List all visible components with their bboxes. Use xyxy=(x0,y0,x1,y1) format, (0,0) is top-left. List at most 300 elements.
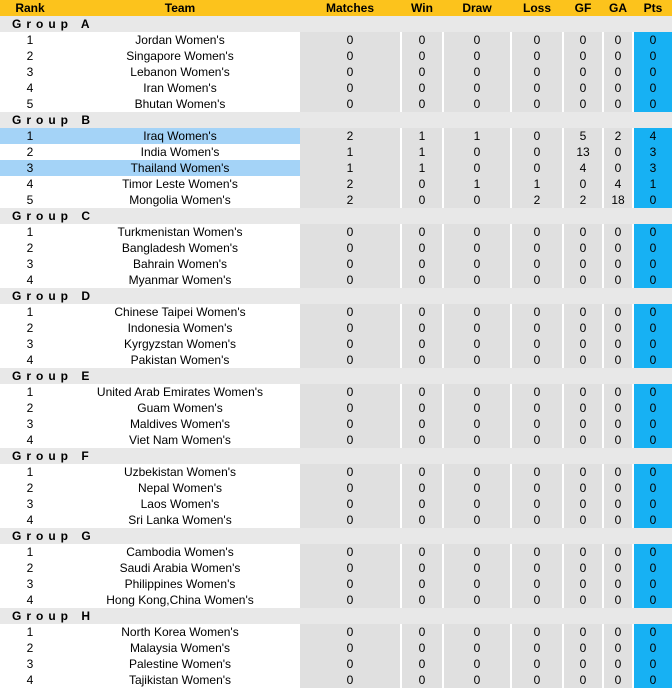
win-cell: 0 xyxy=(402,624,442,640)
matches-cell: 0 xyxy=(300,304,400,320)
ga-cell: 0 xyxy=(604,352,632,368)
draw-cell: 0 xyxy=(444,544,510,560)
rank-cell: 4 xyxy=(0,432,60,448)
pts-cell: 3 xyxy=(634,144,672,160)
table-row[interactable] xyxy=(0,224,672,240)
gf-cell: 0 xyxy=(564,352,602,368)
win-cell: 0 xyxy=(402,464,442,480)
team-name-link[interactable]: Lebanon Women's xyxy=(60,64,300,80)
win-cell: 0 xyxy=(402,656,442,672)
table-row[interactable] xyxy=(0,128,672,144)
gf-cell: 5 xyxy=(564,128,602,144)
table-row[interactable] xyxy=(0,320,672,336)
team-name-link[interactable]: Bhutan Women's xyxy=(60,96,300,112)
win-cell: 0 xyxy=(402,480,442,496)
team-name-link[interactable]: Chinese Taipei Women's xyxy=(60,304,300,320)
col-header-win[interactable]: Win xyxy=(402,0,442,16)
rank-cell: 4 xyxy=(0,352,60,368)
gf-cell: 0 xyxy=(564,560,602,576)
table-row[interactable] xyxy=(0,656,672,672)
matches-cell: 0 xyxy=(300,640,400,656)
loss-cell: 0 xyxy=(512,336,562,352)
matches-cell: 0 xyxy=(300,80,400,96)
group-label: Group A xyxy=(0,16,672,32)
loss-cell: 0 xyxy=(512,384,562,400)
team-name-link[interactable]: Bangladesh Women's xyxy=(60,240,300,256)
loss-cell: 0 xyxy=(512,48,562,64)
group-label: Group C xyxy=(0,208,672,224)
win-cell: 0 xyxy=(402,496,442,512)
rank-cell: 3 xyxy=(0,416,60,432)
pts-cell: 0 xyxy=(634,560,672,576)
group-label: Group D xyxy=(0,288,672,304)
draw-cell: 0 xyxy=(444,64,510,80)
gf-cell: 0 xyxy=(564,624,602,640)
table-row[interactable] xyxy=(0,96,672,112)
table-row[interactable] xyxy=(0,192,672,208)
ga-cell: 0 xyxy=(604,560,632,576)
table-row[interactable] xyxy=(0,384,672,400)
table-row[interactable] xyxy=(0,592,672,608)
loss-cell: 2 xyxy=(512,192,562,208)
ga-cell: 0 xyxy=(604,656,632,672)
draw-cell: 0 xyxy=(444,432,510,448)
win-cell: 0 xyxy=(402,48,442,64)
loss-cell: 0 xyxy=(512,576,562,592)
ga-cell: 0 xyxy=(604,336,632,352)
table-row[interactable] xyxy=(0,304,672,320)
table-row[interactable] xyxy=(0,576,672,592)
table-row[interactable] xyxy=(0,80,672,96)
matches-cell: 0 xyxy=(300,496,400,512)
team-name-link[interactable]: Kyrgyzstan Women's xyxy=(60,336,300,352)
rank-cell: 4 xyxy=(0,672,60,688)
team-name-link[interactable]: Iran Women's xyxy=(60,80,300,96)
rank-cell: 4 xyxy=(0,176,60,192)
team-name-link[interactable]: Sri Lanka Women's xyxy=(60,512,300,528)
team-name-link[interactable]: Cambodia Women's xyxy=(60,544,300,560)
team-name-link[interactable]: Guam Women's xyxy=(60,400,300,416)
pts-cell: 0 xyxy=(634,48,672,64)
draw-cell: 0 xyxy=(444,80,510,96)
team-name-link[interactable]: Palestine Women's xyxy=(60,656,300,672)
header-row xyxy=(0,0,672,16)
gf-cell: 0 xyxy=(564,480,602,496)
team-name-link[interactable]: Iraq Women's xyxy=(60,128,300,144)
pts-cell: 0 xyxy=(634,256,672,272)
ga-cell: 0 xyxy=(604,544,632,560)
gf-cell: 0 xyxy=(564,592,602,608)
gf-cell: 0 xyxy=(564,96,602,112)
pts-cell: 0 xyxy=(634,32,672,48)
ga-cell: 0 xyxy=(604,96,632,112)
table-row[interactable] xyxy=(0,400,672,416)
group-header-row xyxy=(0,608,672,624)
team-name-link[interactable]: Uzbekistan Women's xyxy=(60,464,300,480)
win-cell: 0 xyxy=(402,400,442,416)
table-row[interactable] xyxy=(0,416,672,432)
draw-cell: 1 xyxy=(444,176,510,192)
gf-cell: 0 xyxy=(564,576,602,592)
table-row[interactable] xyxy=(0,624,672,640)
win-cell: 0 xyxy=(402,304,442,320)
pts-cell: 3 xyxy=(634,160,672,176)
pts-cell: 0 xyxy=(634,496,672,512)
group-header-row xyxy=(0,208,672,224)
team-name-link[interactable]: Myanmar Women's xyxy=(60,272,300,288)
rank-cell: 1 xyxy=(0,32,60,48)
win-cell: 0 xyxy=(402,320,442,336)
gf-cell: 0 xyxy=(564,512,602,528)
group-label: Group H xyxy=(0,608,672,624)
rank-cell: 3 xyxy=(0,656,60,672)
draw-cell: 0 xyxy=(444,480,510,496)
ga-cell: 0 xyxy=(604,144,632,160)
loss-cell: 0 xyxy=(512,224,562,240)
loss-cell: 0 xyxy=(512,256,562,272)
matches-cell: 0 xyxy=(300,64,400,80)
matches-cell: 0 xyxy=(300,48,400,64)
table-row[interactable] xyxy=(0,640,672,656)
table-row[interactable] xyxy=(0,48,672,64)
col-header-pts[interactable]: Pts xyxy=(634,0,672,16)
gf-cell: 0 xyxy=(564,240,602,256)
group-header-row xyxy=(0,528,672,544)
group-header-row xyxy=(0,16,672,32)
team-name-link[interactable]: Mongolia Women's xyxy=(60,192,300,208)
team-name-link[interactable]: Viet Nam Women's xyxy=(60,432,300,448)
win-cell: 0 xyxy=(402,240,442,256)
matches-cell: 0 xyxy=(300,432,400,448)
team-name-link[interactable]: Pakistan Women's xyxy=(60,352,300,368)
table-row[interactable] xyxy=(0,672,672,688)
win-cell: 0 xyxy=(402,672,442,688)
win-cell: 0 xyxy=(402,224,442,240)
win-cell: 0 xyxy=(402,64,442,80)
matches-cell: 0 xyxy=(300,240,400,256)
rank-cell: 4 xyxy=(0,80,60,96)
gf-cell: 0 xyxy=(564,544,602,560)
col-header-ga[interactable]: GA xyxy=(604,0,632,16)
rank-cell: 3 xyxy=(0,160,60,176)
col-header-matches[interactable]: Matches xyxy=(300,0,400,16)
loss-cell: 0 xyxy=(512,320,562,336)
table-row[interactable] xyxy=(0,512,672,528)
team-name-link[interactable]: India Women's xyxy=(60,144,300,160)
ga-cell: 0 xyxy=(604,240,632,256)
loss-cell: 0 xyxy=(512,560,562,576)
gf-cell: 13 xyxy=(564,144,602,160)
ga-cell: 0 xyxy=(604,416,632,432)
matches-cell: 0 xyxy=(300,464,400,480)
group-label: Group B xyxy=(0,112,672,128)
col-header-gf[interactable]: GF xyxy=(564,0,602,16)
draw-cell: 0 xyxy=(444,352,510,368)
pts-cell: 0 xyxy=(634,272,672,288)
pts-cell: 0 xyxy=(634,640,672,656)
gf-cell: 0 xyxy=(564,416,602,432)
loss-cell: 0 xyxy=(512,512,562,528)
draw-cell: 0 xyxy=(444,416,510,432)
win-cell: 0 xyxy=(402,96,442,112)
col-header-draw[interactable]: Draw xyxy=(444,0,510,16)
team-name-link[interactable]: Laos Women's xyxy=(60,496,300,512)
loss-cell: 0 xyxy=(512,480,562,496)
rank-cell: 2 xyxy=(0,240,60,256)
rank-cell: 1 xyxy=(0,624,60,640)
ga-cell: 0 xyxy=(604,224,632,240)
team-name-link[interactable]: Malaysia Women's xyxy=(60,640,300,656)
ga-cell: 0 xyxy=(604,576,632,592)
team-name-link[interactable]: Nepal Women's xyxy=(60,480,300,496)
loss-cell: 0 xyxy=(512,352,562,368)
draw-cell: 0 xyxy=(444,32,510,48)
team-name-link[interactable]: Bahrain Women's xyxy=(60,256,300,272)
gf-cell: 0 xyxy=(564,336,602,352)
draw-cell: 0 xyxy=(444,48,510,64)
loss-cell: 0 xyxy=(512,240,562,256)
table-row[interactable] xyxy=(0,64,672,80)
pts-cell: 0 xyxy=(634,544,672,560)
rank-cell: 2 xyxy=(0,144,60,160)
matches-cell: 0 xyxy=(300,352,400,368)
rank-cell: 1 xyxy=(0,384,60,400)
table-row[interactable] xyxy=(0,352,672,368)
win-cell: 0 xyxy=(402,192,442,208)
ga-cell: 0 xyxy=(604,464,632,480)
rank-cell: 2 xyxy=(0,48,60,64)
table-row[interactable] xyxy=(0,464,672,480)
team-name-link[interactable]: United Arab Emirates Women's xyxy=(60,384,300,400)
loss-cell: 0 xyxy=(512,416,562,432)
team-name-link[interactable]: Maldives Women's xyxy=(60,416,300,432)
pts-cell: 0 xyxy=(634,400,672,416)
gf-cell: 0 xyxy=(564,672,602,688)
pts-cell: 0 xyxy=(634,416,672,432)
team-name-link[interactable]: Hong Kong,China Women's xyxy=(60,592,300,608)
rank-cell: 3 xyxy=(0,336,60,352)
matches-cell: 0 xyxy=(300,384,400,400)
ga-cell: 0 xyxy=(604,512,632,528)
table-row[interactable] xyxy=(0,144,672,160)
team-name-link[interactable]: Saudi Arabia Women's xyxy=(60,560,300,576)
loss-cell: 0 xyxy=(512,432,562,448)
gf-cell: 0 xyxy=(564,272,602,288)
rank-cell: 3 xyxy=(0,576,60,592)
draw-cell: 0 xyxy=(444,384,510,400)
team-name-link[interactable]: Tajikistan Women's xyxy=(60,672,300,688)
pts-cell: 0 xyxy=(634,224,672,240)
gf-cell: 0 xyxy=(564,224,602,240)
col-header-rank[interactable]: Rank xyxy=(0,0,60,16)
draw-cell: 0 xyxy=(444,640,510,656)
rank-cell: 1 xyxy=(0,304,60,320)
gf-cell: 0 xyxy=(564,400,602,416)
win-cell: 0 xyxy=(402,432,442,448)
win-cell: 1 xyxy=(402,128,442,144)
matches-cell: 0 xyxy=(300,480,400,496)
draw-cell: 0 xyxy=(444,592,510,608)
team-name-link[interactable]: Turkmenistan Women's xyxy=(60,224,300,240)
matches-cell: 0 xyxy=(300,416,400,432)
draw-cell: 0 xyxy=(444,464,510,480)
win-cell: 1 xyxy=(402,160,442,176)
rank-cell: 2 xyxy=(0,480,60,496)
pts-cell: 0 xyxy=(634,352,672,368)
team-name-link[interactable]: North Korea Women's xyxy=(60,624,300,640)
table-row[interactable] xyxy=(0,32,672,48)
pts-cell: 0 xyxy=(634,304,672,320)
rank-cell: 3 xyxy=(0,64,60,80)
win-cell: 0 xyxy=(402,576,442,592)
team-name-link[interactable]: Singapore Women's xyxy=(60,48,300,64)
pts-cell: 0 xyxy=(634,192,672,208)
win-cell: 0 xyxy=(402,640,442,656)
loss-cell: 0 xyxy=(512,400,562,416)
ga-cell: 0 xyxy=(604,672,632,688)
pts-cell: 0 xyxy=(634,432,672,448)
gf-cell: 2 xyxy=(564,192,602,208)
draw-cell: 1 xyxy=(444,128,510,144)
loss-cell: 0 xyxy=(512,304,562,320)
table-row[interactable] xyxy=(0,240,672,256)
rank-cell: 4 xyxy=(0,272,60,288)
draw-cell: 0 xyxy=(444,96,510,112)
draw-cell: 0 xyxy=(444,496,510,512)
col-header-loss[interactable]: Loss xyxy=(512,0,562,16)
win-cell: 0 xyxy=(402,176,442,192)
matches-cell: 0 xyxy=(300,272,400,288)
ga-cell: 0 xyxy=(604,80,632,96)
gf-cell: 4 xyxy=(564,160,602,176)
matches-cell: 0 xyxy=(300,512,400,528)
matches-cell: 0 xyxy=(300,560,400,576)
ga-cell: 0 xyxy=(604,480,632,496)
matches-cell: 0 xyxy=(300,656,400,672)
rank-cell: 2 xyxy=(0,640,60,656)
table-row[interactable] xyxy=(0,176,672,192)
draw-cell: 0 xyxy=(444,320,510,336)
draw-cell: 0 xyxy=(444,224,510,240)
rank-cell: 4 xyxy=(0,512,60,528)
gf-cell: 0 xyxy=(564,432,602,448)
team-name-link[interactable]: Philippines Women's xyxy=(60,576,300,592)
ga-cell: 2 xyxy=(604,128,632,144)
ga-cell: 0 xyxy=(604,496,632,512)
gf-cell: 0 xyxy=(564,304,602,320)
ga-cell: 18 xyxy=(604,192,632,208)
rank-cell: 5 xyxy=(0,96,60,112)
table-row[interactable] xyxy=(0,272,672,288)
rank-cell: 1 xyxy=(0,224,60,240)
loss-cell: 0 xyxy=(512,32,562,48)
ga-cell: 0 xyxy=(604,64,632,80)
pts-cell: 0 xyxy=(634,80,672,96)
pts-cell: 0 xyxy=(634,96,672,112)
pts-cell: 0 xyxy=(634,592,672,608)
win-cell: 0 xyxy=(402,512,442,528)
table-row[interactable] xyxy=(0,544,672,560)
matches-cell: 0 xyxy=(300,576,400,592)
gf-cell: 0 xyxy=(564,384,602,400)
standings-body xyxy=(0,16,672,688)
win-cell: 0 xyxy=(402,32,442,48)
table-row[interactable] xyxy=(0,336,672,352)
team-name-link[interactable]: Jordan Women's xyxy=(60,32,300,48)
matches-cell: 0 xyxy=(300,400,400,416)
matches-cell: 0 xyxy=(300,96,400,112)
ga-cell: 0 xyxy=(604,624,632,640)
table-row[interactable] xyxy=(0,432,672,448)
draw-cell: 0 xyxy=(444,576,510,592)
loss-cell: 0 xyxy=(512,640,562,656)
loss-cell: 0 xyxy=(512,544,562,560)
pts-cell: 0 xyxy=(634,336,672,352)
gf-cell: 0 xyxy=(564,320,602,336)
matches-cell: 0 xyxy=(300,544,400,560)
draw-cell: 0 xyxy=(444,624,510,640)
loss-cell: 0 xyxy=(512,96,562,112)
loss-cell: 0 xyxy=(512,80,562,96)
gf-cell: 0 xyxy=(564,32,602,48)
ga-cell: 0 xyxy=(604,32,632,48)
win-cell: 0 xyxy=(402,80,442,96)
matches-cell: 0 xyxy=(300,224,400,240)
ga-cell: 0 xyxy=(604,640,632,656)
gf-cell: 0 xyxy=(564,48,602,64)
draw-cell: 0 xyxy=(444,160,510,176)
ga-cell: 0 xyxy=(604,272,632,288)
table-row[interactable] xyxy=(0,496,672,512)
draw-cell: 0 xyxy=(444,512,510,528)
win-cell: 0 xyxy=(402,384,442,400)
ga-cell: 4 xyxy=(604,176,632,192)
win-cell: 0 xyxy=(402,560,442,576)
win-cell: 0 xyxy=(402,592,442,608)
team-name-link[interactable]: Timor Leste Women's xyxy=(60,176,300,192)
win-cell: 1 xyxy=(402,144,442,160)
pts-cell: 0 xyxy=(634,624,672,640)
matches-cell: 1 xyxy=(300,144,400,160)
group-label: Group G xyxy=(0,528,672,544)
ga-cell: 0 xyxy=(604,160,632,176)
matches-cell: 0 xyxy=(300,320,400,336)
group-header-row xyxy=(0,112,672,128)
draw-cell: 0 xyxy=(444,240,510,256)
team-name-link[interactable]: Thailand Women's xyxy=(60,160,300,176)
pts-cell: 0 xyxy=(634,320,672,336)
gf-cell: 0 xyxy=(564,656,602,672)
gf-cell: 0 xyxy=(564,80,602,96)
ga-cell: 0 xyxy=(604,384,632,400)
loss-cell: 0 xyxy=(512,496,562,512)
group-label: Group F xyxy=(0,448,672,464)
matches-cell: 0 xyxy=(300,256,400,272)
loss-cell: 1 xyxy=(512,176,562,192)
matches-cell: 2 xyxy=(300,192,400,208)
rank-cell: 4 xyxy=(0,592,60,608)
rank-cell: 3 xyxy=(0,256,60,272)
col-header-team[interactable]: Team xyxy=(60,0,300,16)
loss-cell: 0 xyxy=(512,464,562,480)
team-name-link[interactable]: Indonesia Women's xyxy=(60,320,300,336)
table-row[interactable] xyxy=(0,560,672,576)
loss-cell: 0 xyxy=(512,624,562,640)
table-row[interactable] xyxy=(0,256,672,272)
table-row[interactable] xyxy=(0,480,672,496)
table-row[interactable] xyxy=(0,160,672,176)
rank-cell: 3 xyxy=(0,496,60,512)
